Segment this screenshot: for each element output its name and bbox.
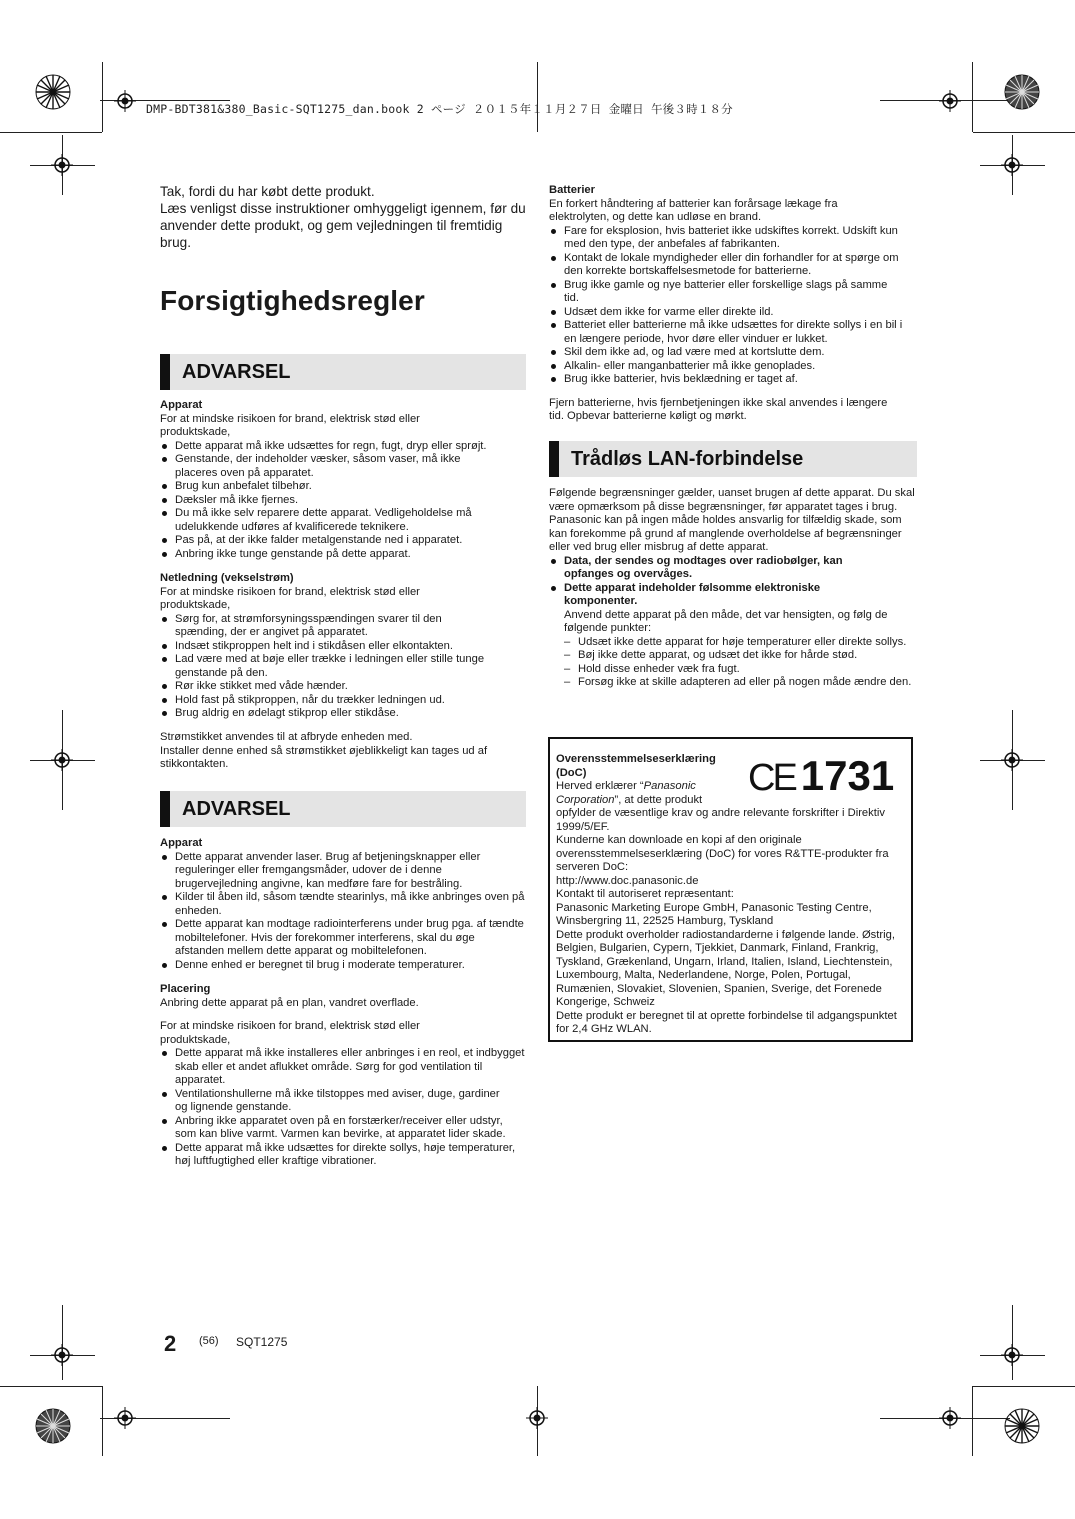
list-item: – Hold disse enheder væk fra fugt. [563, 663, 915, 677]
paragraph: For at mindske risikoen for brand, elektrisk stød eller produktskade, [160, 1020, 420, 1046]
registration-mark-icon [939, 1407, 961, 1429]
declaration-text [556, 753, 908, 1037]
paragraph: For at mindske risikoen for brand, elektrisk stød eller produktskade, [160, 412, 420, 438]
paragraph: Følgende begrænsninger gælder, uanset brugen af dette apparat. Du skal være opmærksom på disse begrænsninger, før apparatet tages i brug. [549, 487, 915, 513]
registration-mark-icon [939, 90, 961, 112]
paragraph: Dette produkt overholder radiostandarderne i følgende lande. Østrig, Belgien, Bulgarien, Cypern, Tjekkiet, Danmark, Finland, Frankrig, Tyskland, Grækenland, Ungarn, Irland, Italien, Island, Liechtenstein, Luxembourg, Malta, Nederlandene, Norge, Polen, Portugal, Rumænien, Slovakiet, Slovenien, Spanien, Sverige, det Forenede Kongerige, Schweiz [556, 928, 895, 1008]
list-item: Kilder til åben ild, såsom tændte stearinlys, må ikke anbringes oven på enheden. [160, 891, 526, 918]
list-item: Brug ikke batterier, hvis beklædning er taget af. [549, 373, 915, 387]
batteries-section [549, 184, 915, 424]
section-marker [160, 354, 170, 390]
list-item: Rør ikke stikket med våde hænder. [160, 680, 526, 694]
warning1-apparat [160, 399, 526, 561]
registration-mark-icon [51, 749, 73, 771]
sub-page-number: (56) [199, 1335, 219, 1347]
list-item: Batteriet eller batterierne må ikke udsættes for direkte sollys i en bil i en længere periode, hvor døre eller vinduer er lukket. [549, 319, 915, 346]
notified-body-number: 1731 [800, 752, 895, 799]
doc-url-link[interactable]: http://www.doc.panasonic.de [556, 874, 699, 887]
plug-note [160, 731, 526, 772]
list-item: Brug kun anbefalet tilbehør. [160, 480, 526, 494]
list-item: Anbring ikke apparatet oven på en forstærker/receiver eller udstyr, som kan blive varmt. Varmen kan bevirke, at apparatet lider skade. [160, 1115, 526, 1142]
paragraph: Strømstikket anvendes til at afbryde enheden med. [160, 731, 413, 743]
list-item: Du må ikke selv reparere dette apparat. Vedligeholdelse må udelukkende udføres af kvalificerede teknikere. [160, 507, 511, 534]
registration-mark-icon [526, 1407, 548, 1429]
bullet-list [160, 851, 526, 973]
warning2-apparat [160, 837, 526, 972]
list-item: Lad være med at bøje eller trække i ledningen eller stille tunge genstande på den. [160, 653, 526, 680]
ce-symbol: CE [748, 757, 795, 799]
list-item: – Udsæt ikke dette apparat for høje temperaturer eller direkte sollys. [563, 636, 915, 650]
list-item: Brug ikke gamle og nye batterier eller forskellige slags på samme tid. [549, 279, 904, 306]
declaration-title: Overensstemmelseserklæring (DoC) [556, 753, 716, 779]
page-title: Forsigtighedsregler [160, 285, 425, 316]
paragraph: Panasonic Marketing Europe GmbH, Panasonic Testing Centre, Winsbergring 11, 22525 Hamburg, Tyskland [556, 901, 872, 927]
list-item: Dette apparat kan modtage radiointerferens under brug pga. af tændte mobiltelefoner. Hvis der forekommer interferens, skal du øge afstanden mellem dette apparat og mobiltelefonen. [160, 918, 526, 959]
list-item: Kontakt de lokale myndigheder eller din forhandler for at spørge om den korrekte bortskaffelsesmetode for batterierne. [549, 252, 915, 279]
section-header-advarsel-2 [160, 791, 526, 827]
subheading: Batterier [549, 184, 596, 196]
paragraph: En forkert håndtering af batterier kan forårsage lækage fra elektrolyten, og dette kan udløse en brand. [549, 197, 838, 223]
paragraph: Anvend dette apparat på den måde, det var hensigten, og følg de følgende punkter: [564, 608, 888, 634]
registration-mark-icon [114, 1407, 136, 1429]
sunburst-target-icon [1004, 74, 1040, 110]
print-slug: DMP-BDT381&380_Basic-SQT1275_dan.book 2 ページ ２０１５年１１月２７日 金曜日 午後３時１８分 [146, 102, 733, 116]
list-item: Anbring ikke tunge genstande på dette apparat. [160, 548, 526, 562]
list-item: Indsæt stikproppen helt ind i stikdåsen eller elkontakten. [160, 640, 526, 654]
list-item: Dette apparat anvender laser. Brug af betjeningsknapper eller reguleringer eller fremgangsmåder, udover de i denne brugervejledning angivne, kan medføre fare for bestråling. [160, 851, 523, 892]
section-title: Trådløs LAN-forbindelse [571, 448, 804, 470]
warning2-placering [160, 983, 526, 1169]
bullet-list [549, 225, 915, 387]
paragraph: opfylder de væsentlige krav og andre relevante forskrifter i Direktiv 1999/5/EF. [556, 807, 885, 833]
list-item: Pas på, at der ikke falder metalgenstande ned i apparatet. [160, 534, 526, 548]
subheading: Placering [160, 983, 211, 995]
paragraph: Fjern batterierne, hvis fjernbetjeningen ikke skal anvendes i længere tid. Opbevar batterierne køligt og mørkt. [549, 396, 888, 422]
list-item: Ventilationshullerne må ikke tilstoppes med aviser, duge, gardiner og lignende genstande. [160, 1088, 505, 1115]
list-item: Denne enhed er beregnet til brug i moderate temperaturer. [160, 959, 526, 973]
list-item: Sørg for, at strømforsyningsspændingen svarer til den spænding, der er angivet på apparatet. [160, 613, 485, 640]
bullet-list [160, 440, 526, 562]
paragraph: Kunderne kan downloade en kopi af den originale overensstemmelseserklæring (DoC) for vores R&TTE-produkter fra serveren DoC: [556, 834, 889, 873]
bullet-list [160, 1047, 526, 1169]
registration-mark-icon [114, 90, 136, 112]
list-item: Data, der sendes og modtages over radiobølger, kan opfanges og overvåges. [549, 555, 884, 582]
registration-mark-icon [51, 154, 73, 176]
paragraph: Kontakt til autoriseret repræsentant: [556, 888, 734, 900]
subheading: Netledning (vekselstrøm) [160, 572, 294, 584]
bullet-list [160, 613, 526, 721]
intro-line-2: Læs venligst disse instruktioner omhyggeligt igennem, før du anvender dette produkt, og gem vejledningen til fremtidig brug. [160, 201, 526, 250]
list-item: – Bøj ikke dette apparat, og udsæt det ikke for hårde stød. [563, 649, 915, 663]
paragraph: Panasonic kan på ingen måde holdes ansvarlig for tilfældig skade, som kan forekomme på grund af manglende overholdelse af begrænsninger eller ved brug eller misbrug af dette apparat. [549, 514, 902, 553]
list-item: Genstande, der indeholder væsker, såsom vaser, må ikke placeres oven på apparatet. [160, 453, 497, 480]
paragraph: Herved erklærer “Panasonic Corporation”, at dette produkt [556, 780, 703, 806]
subheading: Apparat [160, 399, 203, 411]
section-title: ADVARSEL [182, 361, 291, 383]
warning1-netledning [160, 572, 526, 721]
registration-mark-icon [1001, 749, 1023, 771]
document-code: SQT1275 [236, 1335, 288, 1349]
page-number: 2 [164, 1331, 177, 1356]
list-item: Dette apparat indeholder følsomme elektroniske komponenter. [549, 582, 874, 609]
section-header-wlan [549, 441, 917, 477]
sunburst-target-icon [35, 74, 71, 110]
paragraph: Dette produkt er beregnet til at oprette forbindelse til adgangspunktet for 2,4 GHz WLAN. [556, 1009, 897, 1035]
list-item: Alkalin- eller manganbatterier må ikke genoplades. [549, 360, 915, 374]
section-title: ADVARSEL [182, 798, 291, 820]
registration-mark-icon [1001, 1344, 1023, 1366]
list-item: Skil dem ikke ad, og lad være med at kortslutte dem. [549, 346, 915, 360]
paragraph: Anbring dette apparat på en plan, vandret overflade. [160, 996, 419, 1009]
list-item: Dette apparat må ikke udsættes for direkte sollys, høje temperaturer, høj luftfugtighed eller kraftige vibrationer. [160, 1142, 526, 1169]
intro-text [160, 183, 528, 251]
paragraph: For at mindske risikoen for brand, elektrisk stød eller produktskade, [160, 585, 420, 611]
list-item: Dæksler må ikke fjernes. [160, 494, 526, 508]
wlan-section [549, 487, 915, 690]
paragraph: Installer denne enhed så strømstikket øjeblikkeligt kan tages ud af stikkontakten. [160, 744, 488, 770]
sunburst-target-icon [1004, 1408, 1040, 1444]
declaration-box [548, 737, 913, 1042]
list-item: Dette apparat må ikke udsættes for regn, fugt, dryp eller sprøjt. [160, 440, 526, 454]
sunburst-target-icon [35, 1408, 71, 1444]
dash-list [563, 636, 915, 690]
registration-mark-icon [1001, 154, 1023, 176]
registration-mark-icon [51, 1344, 73, 1366]
section-marker [160, 791, 170, 827]
bullet-list [549, 555, 915, 609]
list-item: – Forsøg ikke at skille adapteren ad eller på nogen måde ændre den. [563, 676, 915, 690]
list-item: Brug aldrig en ødelagt stikprop eller stikdåse. [160, 707, 526, 721]
list-item: Hold fast på stikproppen, når du trækker ledningen ud. [160, 694, 526, 708]
section-marker [549, 441, 559, 477]
subheading: Apparat [160, 837, 203, 849]
section-header-advarsel-1 [160, 354, 526, 390]
list-item: Fare for eksplosion, hvis batteriet ikke udskiftes korrekt. Udskift kun med den type, der anbefales af fabrikanten. [549, 225, 915, 252]
intro-line-1: Tak, fordi du har købt dette produkt. [160, 184, 375, 199]
list-item: Udsæt dem ikke for varme eller direkte ild. [549, 306, 915, 320]
list-item: Dette apparat må ikke installeres eller anbringes i en reol, et indbygget skab eller et andet aflukket område. Sørg for god ventilation til apparatet. [160, 1047, 526, 1088]
